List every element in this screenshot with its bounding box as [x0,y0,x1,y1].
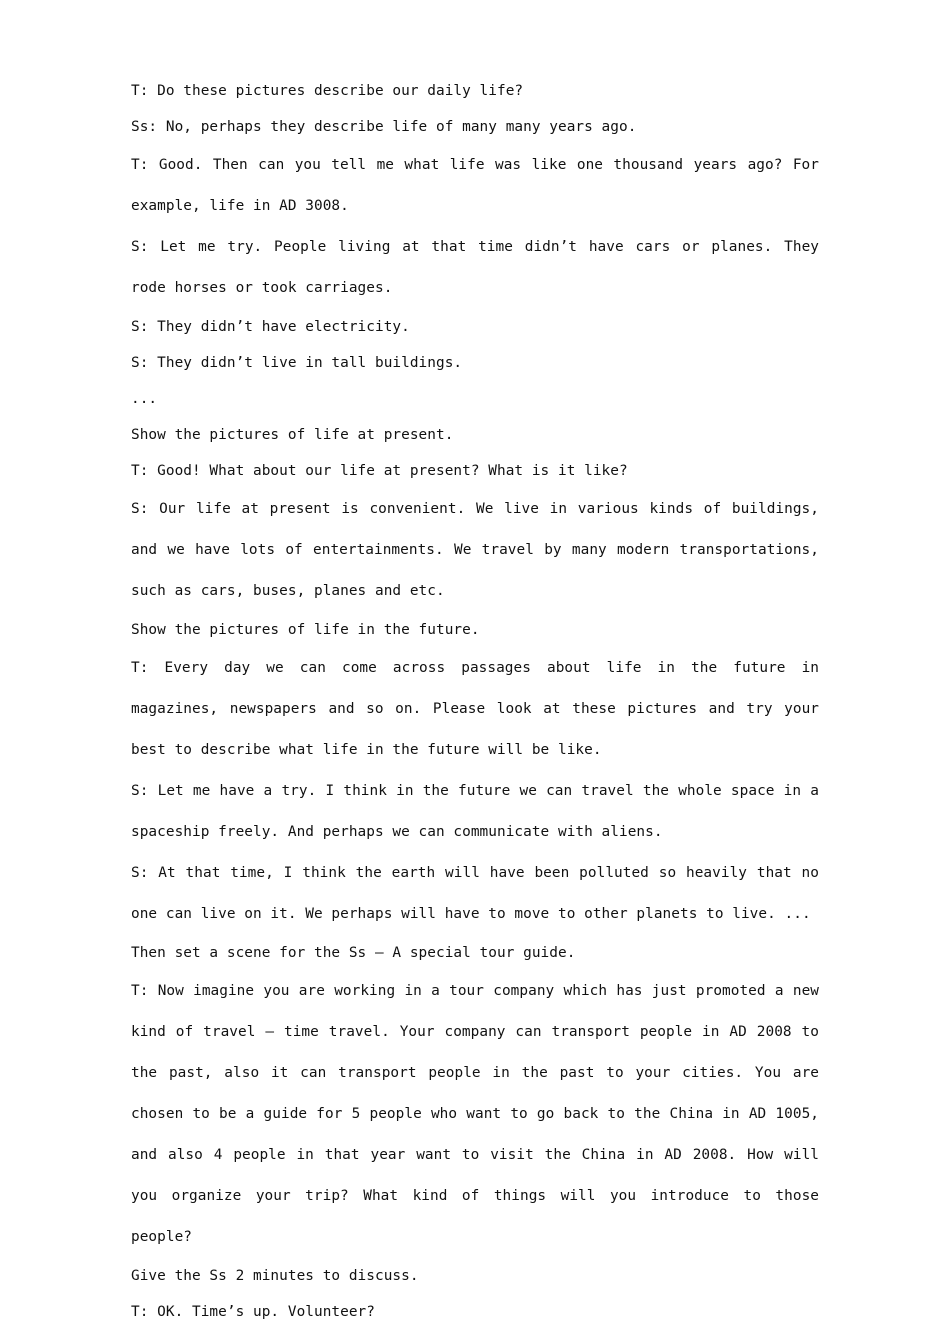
paragraph-student-answer: S: Let me have a try. I think in the future we can travel the whole space in a spaceship freely. And perhaps we can communicate with aliens. [131,783,819,840]
paragraph-students-answer: Ss: No, perhaps they describe life of many many years ago. [131,119,637,135]
paragraph-instruction: Give the Ss 2 minutes to discuss. [131,1268,419,1284]
paragraph-student-answer: S: They didn’t live in tall buildings. [131,355,463,371]
paragraph-ellipsis: ... [131,391,158,407]
paragraph-instruction: Show the pictures of life at present. [131,427,454,443]
paragraph-student-answer: S: Our life at present is convenient. We live in various kinds of buildings, and we have lots of entertainments. We travel by many modern transportations, such as cars, buses, planes and etc. [131,501,819,599]
paragraph-teacher-question: T: Do these pictures describe our daily life? [131,83,524,99]
paragraph-teacher-question: T: Good! What about our life at present? What is it like? [131,463,628,479]
paragraph-student-answer: S: They didn’t have electricity. [131,319,410,335]
paragraph-student-answer: S: Let me try. People living at that time didn’t have cars or planes. They rode horses or took carriages. [131,239,819,296]
paragraph-teacher-prompt: T: Good. Then can you tell me what life was like one thousand years ago? For example, life in AD 3008. [131,157,819,214]
paragraph-teacher-task: T: Now imagine you are working in a tour company which has just promoted a new kind of travel — time travel. Your company can transport people in AD 2008 to the past, also it can transport people in the past to your cities. You are chosen to be a guide for 5 people who want to go back to the China in AD 1005, and also 4 people in that year want to visit the China in AD 2008. How will you organize your trip? What kind of things will you introduce to those people? [131,983,819,1245]
paragraph-student-answer: S: At that time, I think the earth will have been polluted so heavily that no one can live on it. We perhaps will have to move to other planets to live. ... [131,865,819,922]
document-page [131,73,819,1330]
paragraph-teacher-prompt: T: Every day we can come across passages about life in the future in magazines, newspapers and so on. Please look at these pictures and try your best to describe what life in the future will be like. [131,660,819,758]
paragraph-instruction: Show the pictures of life in the future. [131,622,480,638]
paragraph-instruction: Then set a scene for the Ss — A special tour guide. [131,945,576,961]
paragraph-teacher-question: T: OK. Time’s up. Volunteer? [131,1304,375,1320]
